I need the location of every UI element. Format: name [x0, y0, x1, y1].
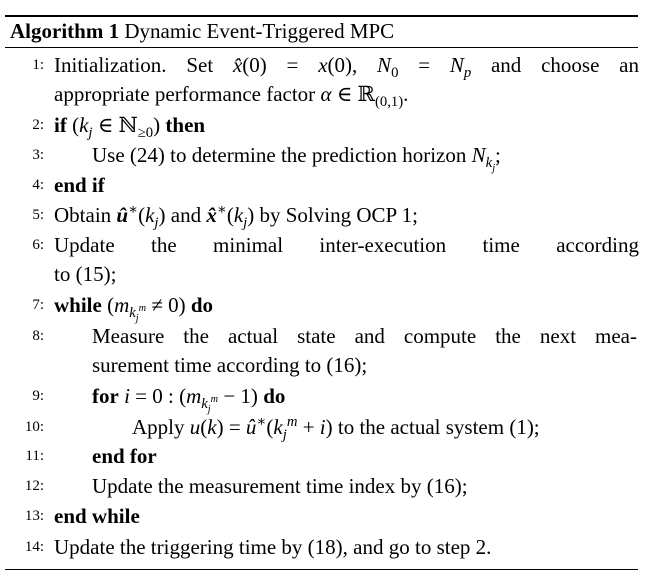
step-text: while $(m_{k_j^m} \ne 0)$ do [54, 293, 214, 325]
step-text: to (15); [54, 262, 117, 286]
step-text: Initialization. Set x̂(0) = x(0), $N_0 = N_p$ and choose an [54, 53, 639, 82]
line-number: 5: [32, 207, 44, 223]
step-text: end while [54, 504, 140, 528]
step-text: end for [92, 444, 157, 468]
algorithm-caption [10, 16, 394, 46]
algorithm-title: Dynamic Event-Triggered MPC [124, 19, 395, 43]
step-text: if ($k_j$ ∈ ℕ$_{\ge 0}$) then [54, 113, 206, 142]
step-text: Update the triggering time by (18), and go to step 2. [54, 535, 492, 559]
step-text: Apply $u(k) = û^∗(k_j^m + i)$ to the actual system (1); [132, 414, 540, 444]
line-number: 8: [32, 328, 44, 344]
caption-rule [5, 47, 638, 48]
step-text: end if [54, 173, 105, 197]
line-number: 10: [24, 419, 44, 435]
step-text: Update the minimal inter-execution time according [54, 233, 639, 257]
step-text: Use (24) to determine the prediction horizon $N_{k_j}$; [92, 143, 501, 175]
line-number: 11: [25, 448, 44, 464]
line-number: 3: [32, 147, 44, 163]
line-number: 13: [24, 508, 44, 524]
step-text: Obtain $û^∗(k_j)$ and $x̂^∗(k_j)$ by Solving OCP 1; [54, 202, 418, 232]
line-number: 12: [24, 478, 44, 494]
algorithm-label: Algorithm 1 [10, 19, 120, 43]
step-text: Measure the actual state and compute the next mea- [92, 324, 637, 348]
bottom-rule [5, 569, 638, 570]
line-number: 6: [32, 237, 44, 253]
line-number: 9: [32, 388, 44, 404]
step-text: surement time according to (16); [92, 353, 368, 377]
line-number: 2: [32, 117, 44, 133]
line-number: 7: [32, 297, 44, 313]
step-text: Update the measurement time index by (16); [92, 474, 468, 498]
line-number: 4: [32, 177, 44, 193]
step-text: for i = 0 : $(m_{k_j^m} - 1)$ do [92, 384, 286, 416]
line-number: 14: [24, 539, 44, 555]
step-text: appropriate performance factor α ∈ ℝ$_{(0,1)}$. [54, 82, 409, 111]
line-number: 1: [32, 57, 44, 73]
